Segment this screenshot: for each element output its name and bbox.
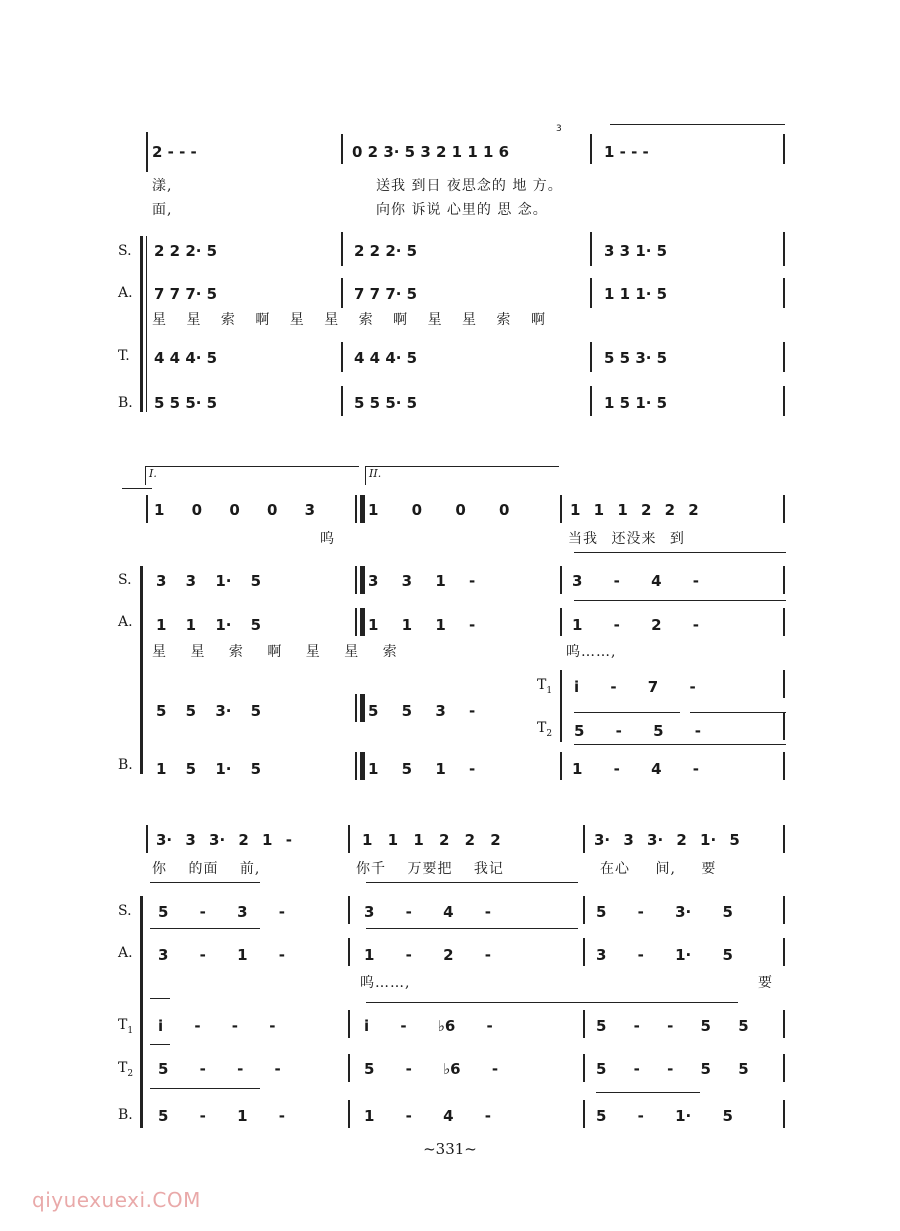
melody-measure-1: 3· 3 3· 2 1 - (156, 831, 292, 849)
bass-measure-3: 1 - 4 - (572, 760, 699, 778)
soprano-measure-1: 3 3 1· 5 (156, 572, 262, 590)
barline (560, 566, 562, 594)
barline (348, 1010, 350, 1038)
alto-lyrics: 星 星 索 啊 星 星 索 (152, 644, 398, 660)
soprano-measure-3: 3 3 1· 5 (604, 242, 668, 260)
melody-measure-2: 1 0 0 0 (368, 501, 510, 519)
tenor2-measure-1: 5 - - - (158, 1060, 281, 1078)
barline (560, 670, 562, 742)
tenor-measure-1: 4 4 4· 5 (154, 349, 218, 367)
voice-label-s: S. (118, 243, 132, 259)
barline (146, 825, 148, 853)
volta-first: I. (145, 466, 359, 485)
voice-label-t1: $T_1$ (537, 677, 553, 696)
melody-lyric-2: 你千 万要把 我记 (356, 861, 504, 877)
slur (690, 712, 786, 713)
melody-lyric-1: 你 的面 前, (152, 861, 261, 877)
slur (150, 1044, 170, 1045)
alto-measure-3: 3 - 1· 5 (596, 946, 733, 964)
bass-measure-1: 1 5 1· 5 (156, 760, 262, 778)
melody-lyric-3: 在心 间, 要 (600, 861, 717, 877)
barline (590, 386, 592, 416)
slur (574, 744, 786, 745)
barline (783, 278, 785, 308)
voice-label-s: S. (118, 572, 132, 588)
melody-measure-3: 1 - - - (604, 143, 649, 161)
barline (341, 232, 343, 266)
barline (560, 495, 562, 523)
bass-measure-2: 1 5 1 - (368, 760, 476, 778)
barline (583, 1100, 585, 1128)
barline (583, 896, 585, 924)
slur (574, 712, 680, 713)
repeat-barline (355, 694, 367, 722)
voice-label-a: A. (118, 614, 133, 630)
alto-measure-2: 1 - 2 - (364, 946, 491, 964)
soprano-measure-2: 2 2 2· 5 (354, 242, 418, 260)
alto-lyrics-3: 呜……, (566, 644, 617, 660)
tenor2-measure-3: 5 - 5 - (574, 722, 701, 740)
tenor-measure-1: 5 5 3· 5 (156, 702, 262, 720)
alto-lyrics: 星 星 索 啊 星 星 索 啊 星 星 索 啊 (152, 312, 546, 328)
barline (783, 752, 785, 780)
repeat-barline (355, 608, 367, 636)
slur (366, 882, 578, 883)
choir-bracket-inner (146, 236, 147, 412)
barline (783, 386, 785, 416)
tenor1-measure-2: i - ♭6 - (364, 1017, 493, 1035)
barline (783, 608, 785, 636)
melody-lyric-3: 当我 还没来 到 (568, 531, 685, 547)
barline (583, 1010, 585, 1038)
watermark: qiyuexuexi.COM (32, 1188, 201, 1212)
barline (583, 938, 585, 966)
tie-curve (122, 488, 152, 489)
choir-bracket (140, 236, 143, 412)
page-number: ~331~ (423, 1140, 477, 1158)
barline (560, 752, 562, 780)
slur (366, 1002, 738, 1003)
alto-measure-1: 3 - 1 - (158, 946, 285, 964)
voice-label-t2: $T_2$ (537, 720, 553, 739)
barline (783, 825, 785, 853)
repeat-barline (355, 752, 367, 780)
melody-measure-3: 3· 3 3· 2 1· 5 (594, 831, 740, 849)
barline (348, 896, 350, 924)
barline (783, 712, 785, 740)
tenor1-measure-1: i - - - (158, 1017, 276, 1035)
barline (341, 134, 343, 164)
tenor-measure-3: 5 5 3· 5 (604, 349, 668, 367)
soprano-measure-3: 5 - 3· 5 (596, 903, 733, 921)
bass-measure-3: 5 - 1· 5 (596, 1107, 733, 1125)
volta-second: II. (365, 466, 559, 485)
barline (783, 1010, 785, 1038)
bass-measure-2: 1 - 4 - (364, 1107, 491, 1125)
melody-measure-2: 1 1 1 2 2 2 (362, 831, 501, 849)
melody-measure-3: 1 1 1 2 2 2 (570, 501, 699, 519)
bass-measure-2: 5 5 5· 5 (354, 394, 418, 412)
alto-measure-2: 7 7 7· 5 (354, 285, 418, 303)
triplet-mark: 3 (556, 124, 562, 134)
alto-measure-1: 7 7 7· 5 (154, 285, 218, 303)
voice-label-t: T. (118, 348, 130, 364)
slur (150, 882, 260, 883)
voice-label-b: B. (118, 757, 133, 773)
voice-label-t1: $T_1$ (118, 1017, 134, 1036)
alto-measure-2: 1 1 1 - (368, 616, 476, 634)
barline (783, 896, 785, 924)
slur (596, 1092, 700, 1093)
slur (150, 1088, 260, 1089)
choir-bracket (140, 896, 143, 1128)
barline (783, 670, 785, 698)
voice-label-a: A. (118, 945, 133, 961)
voice-label-b: B. (118, 395, 133, 411)
alto-measure-1: 1 1 1· 5 (156, 616, 262, 634)
barline (341, 386, 343, 416)
bass-measure-1: 5 5 5· 5 (154, 394, 218, 412)
voice-label-a: A. (118, 285, 133, 301)
barline (341, 342, 343, 372)
melody-lyric-1: 呜 (320, 531, 335, 547)
barline (583, 825, 585, 853)
tenor-measure-2: 5 5 3 - (368, 702, 476, 720)
barline (783, 134, 785, 164)
tie-curve (610, 124, 785, 125)
tenor1-measure-3: 5 - - 5 5 (596, 1017, 749, 1035)
barline (583, 1054, 585, 1082)
melody-measure-2: 0 2 3· 5 3 2 1 1 1 6 (352, 143, 510, 161)
barline (146, 495, 148, 523)
repeat-barline (355, 566, 367, 594)
tenor1-measure-3: i - 7 - (574, 678, 696, 696)
barline (590, 278, 592, 308)
soprano-measure-2: 3 3 1 - (368, 572, 476, 590)
barline (146, 132, 148, 172)
soprano-measure-1: 5 - 3 - (158, 903, 285, 921)
choir-bracket (140, 566, 143, 774)
barline (783, 495, 785, 523)
barline (341, 278, 343, 308)
alto-lyrics-2: 呜……, (360, 975, 411, 991)
slur (150, 998, 170, 999)
tenor2-measure-3: 5 - - 5 5 (596, 1060, 749, 1078)
voice-label-s: S. (118, 903, 132, 919)
lyric-line-1b: 送我 到日 夜思念的 地 方。 (376, 178, 563, 194)
soprano-measure-2: 3 - 4 - (364, 903, 491, 921)
barline (783, 938, 785, 966)
bass-measure-1: 5 - 1 - (158, 1107, 285, 1125)
slur (574, 552, 786, 553)
alto-lyrics-3: 要 (758, 975, 773, 991)
barline (348, 825, 350, 853)
voice-label-t2: $T_2$ (118, 1060, 134, 1079)
slur (366, 928, 578, 929)
alto-measure-3: 1 1 1· 5 (604, 285, 668, 303)
barline (590, 134, 592, 164)
lyric-line-1a: 漾, (152, 178, 173, 194)
soprano-measure-1: 2 2 2· 5 (154, 242, 218, 260)
lyric-line-2b: 向你 诉说 心里的 思 念。 (376, 202, 548, 218)
barline (348, 1100, 350, 1128)
repeat-barline (355, 495, 367, 523)
slur (574, 600, 786, 601)
melody-measure-1: 2 - - - (152, 143, 197, 161)
barline (783, 342, 785, 372)
barline (590, 342, 592, 372)
soprano-measure-3: 3 - 4 - (572, 572, 699, 590)
slur (150, 928, 260, 929)
bass-measure-3: 1 5 1· 5 (604, 394, 668, 412)
alto-measure-3: 1 - 2 - (572, 616, 699, 634)
voice-label-b: B. (118, 1107, 133, 1123)
tenor-measure-2: 4 4 4· 5 (354, 349, 418, 367)
barline (348, 938, 350, 966)
lyric-line-2a: 面, (152, 202, 173, 218)
barline (560, 608, 562, 636)
barline (783, 1100, 785, 1128)
barline (590, 232, 592, 266)
barline (783, 1054, 785, 1082)
barline (783, 566, 785, 594)
barline (783, 232, 785, 266)
tenor2-measure-2: 5 - ♭6 - (364, 1060, 499, 1078)
melody-measure-1: 1 0 0 0 3 (154, 501, 316, 519)
barline (348, 1054, 350, 1082)
